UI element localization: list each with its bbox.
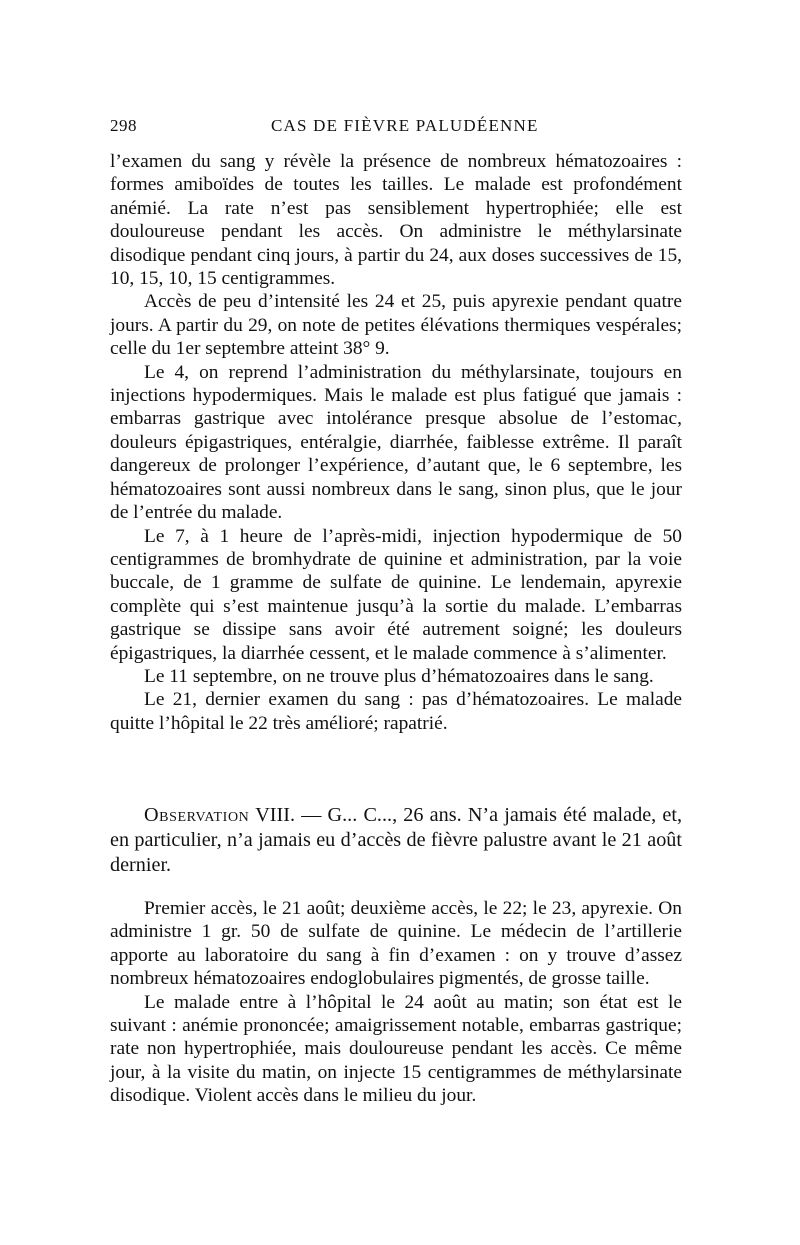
observation-paragraph <box>110 803 682 878</box>
body-text-top <box>110 150 682 735</box>
paragraph-continued: l’examen du sang y révèle la présence de nombreux hématozoaires : formes amiboïdes de toutes les tailles. Le malade est profondément anémié. La rate n’est pas sensiblement hypertrophiée; elle est douloureuse pendant les accès. On administre le méthylarsinate disodique pendant cinq jours, à partir du 24, aux doses successives de 15, 10, 15, 10, 15 centigrammes. <box>110 151 682 290</box>
paragraph: Le malade entre à l’hôpital le 24 août au matin; son état est le suivant : anémie prononcée; amaigrissement notable, embarras gastrique; rate non hypertrophiée, mais douloureuse pendant les accès. Ce même jour, à la visite du matin, on injecte 15 centigrammes de méthylarsinate disodique. Violent accès dans le milieu du jour. <box>110 991 682 1107</box>
paragraph: Le 7, à 1 heure de l’après-midi, injection hypodermique de 50 centigrammes de bromhydrate de quinine et administration, par la voie buccale, de 1 gramme de sulfate de quinine. Le lendemain, apyrexie complète qui s’est maintenue jusqu’à la sortie du malade. L’embarras gastrique se dissipe sans avoir été autrement soigné; les douleurs épigastriques, la diarrhée cessent, et le malade commence à s’alimenter. <box>110 525 682 664</box>
observation-label: Observation <box>144 804 250 826</box>
observation-heading-block <box>110 803 682 878</box>
body-text-bottom <box>110 897 682 1108</box>
paragraph: Premier accès, le 21 août; deuxième accès, le 22; le 23, apyrexie. On administre 1 gr. 50 de sulfate de quinine. Le médecin de l’artillerie apporte au laboratoire du sang à fin d’examen : on y trouve d’assez nombreux hématozoaires endoglobulaires pigmentés, de grosse taille. <box>110 898 682 990</box>
running-title: CAS DE FIÈVRE PALUDÉENNE <box>271 116 539 135</box>
page-header <box>110 116 682 142</box>
observation-text: — G... C..., 26 ans. N’a jamais été malade, et, en particulier, n’a jamais eu d’accès de fièvre palustre avant le 21 août dernier. <box>110 804 683 876</box>
paragraph: Le 21, dernier examen du sang : pas d’hématozoaires. Le malade quitte l’hôpital le 22 très amélioré; rapatrié. <box>110 689 682 734</box>
paragraph: Accès de peu d’intensité les 24 et 25, puis apyrexie pendant quatre jours. A partir du 29, on note de petites élévations thermiques vespérales; celle du 1er septembre atteint 38° 9. <box>110 291 682 360</box>
paragraph: Le 11 septembre, on ne trouve plus d’hématozoaires dans le sang. <box>144 665 654 687</box>
observation-number: VIII. <box>255 804 295 826</box>
page-number: 298 <box>110 116 137 135</box>
paragraph: Le 4, on reprend l’administration du méthylarsinate, toujours en injections hypodermiques. Mais le malade est plus fatigué que jamais : embarras gastrique avec intolérance presque absolue de l’estomac, douleurs épigastriques, entéralgie, diarrhée, faiblesse extrême. Il paraît dangereux de prolonger l’expérience, d’autant que, le 6 septembre, les hématozoaires sont aussi nombreux dans le sang, sinon plus, que le jour de l’entrée du malade. <box>110 361 682 524</box>
